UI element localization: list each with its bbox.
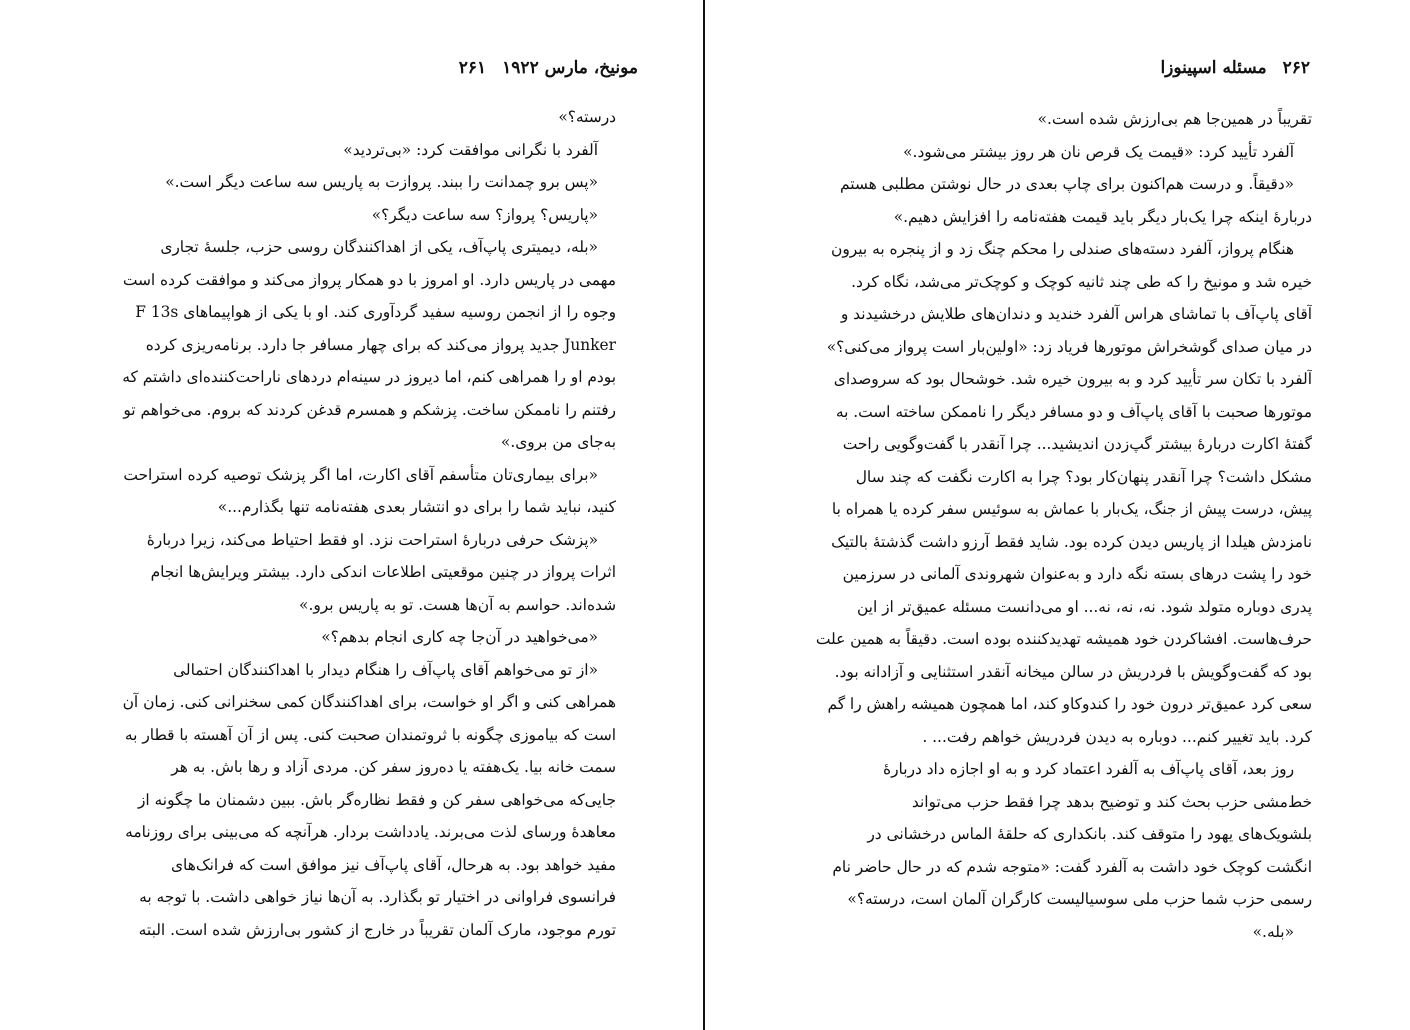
- page-header: [798, 58, 1310, 78]
- text-line: آلفرد تأیید کرد: «قیمت یک قرص نان هر روز بیشتر می‌شود.»: [903, 142, 1294, 161]
- running-title: مونیخ، مارس ۱۹۲۲: [502, 58, 638, 78]
- left-page: [0, 0, 704, 1030]
- text-line: روز بعد، آقای پاپ‌آف به آلفرد اعتماد کرد و به او اجازه داد دربارهٔ: [883, 760, 1294, 778]
- spine-divider: [703, 0, 705, 1030]
- text-line: «بله.»: [1252, 922, 1294, 941]
- text-line: گفتهٔ اکارت دربارهٔ بیشتر گپ‌زدن اندیشید... چرا آنقدر با گفت‌وگویی راحت: [842, 435, 1312, 453]
- text-line: خیره شد و مونیخ را که طی چند ثانیه کوچک و کوچک‌تر می‌شد، نگاه کرد.: [851, 272, 1312, 291]
- text-line: تورم موجود، مارک آلمان تقریباً در خارج از کشور بی‌ارزش شده است. البته: [138, 920, 616, 939]
- text-line: «پزشک حرفی دربارهٔ استراحت نزد. او فقط احتیاط می‌کند، زیرا دربارهٔ: [146, 530, 598, 549]
- text-line: سعی کرد عمیق‌تر درون خود را کندوکاو کند، اما همچون همیشه راهش را گم: [827, 695, 1312, 713]
- text-line: انگشت کوچک خود داشت به آلفرد گفت: «متوجه شدم که در حال حاضر نام: [832, 857, 1312, 876]
- page-body: [802, 103, 1312, 948]
- text-line: موتورها صحبت با آقای پاپ‌آف و دو مسافر دیگر را ناممکن ساخته است. به: [835, 402, 1312, 421]
- page-number: ۲۶۱: [458, 58, 487, 78]
- text-line: بود که گفت‌وگویش با فردریش در سالن میخانه آنقدر استثنایی و آزادانه بود.: [834, 662, 1312, 681]
- text-line: «می‌خواهید در آن‌جا چه کاری انجام بدهم؟»: [321, 628, 598, 646]
- text-line: مفید خواهد بود. به هرحال، آقای پاپ‌آف نیز موافق است که فرانک‌های: [170, 855, 616, 874]
- text-line: در میان صدای گوشخراش موتورها فریاد زد: «اولین‌بار است پرواز می‌کنی؟»: [826, 337, 1312, 356]
- text-line: کنید، نباید شما را برای دو انتشار بعدی هفته‌نامه تنها بگذارم...»: [217, 498, 616, 516]
- text-line: هنگام پرواز، آلفرد دسته‌های صندلی را محکم چنگ زد و از پنجره به بیرون: [831, 240, 1294, 258]
- text-line: شده‌اند. حواسم به آن‌ها هست. تو به پاریس برو.»: [299, 595, 616, 614]
- text-line: خود را پشت درهای بسته نگه دارد و به‌عنوان شهروندی آلمانی در سرزمین: [842, 565, 1312, 583]
- text-line: آقای پاپ‌آف با تماشای هراس آلفرد خندید و دندان‌های طلایش درخشیدند و: [840, 305, 1312, 323]
- right-page: [706, 0, 1410, 1030]
- text-line: کرد. باید تغییر کنم... دوباره به دیدن فردریش خواهم رفت... .: [922, 727, 1312, 746]
- text-line: رفتنم را ناممکن ساخت. پزشکم و همسرم قدغن کردند که بروم. می‌خواهم تو: [123, 400, 616, 419]
- text-line: خط‌مشی حزب بحث کند و توضیح بدهد چرا فقط حزب می‌تواند: [911, 792, 1312, 811]
- text-line: آلفرد با نگرانی موافقت کرد: «بی‌تردید»: [343, 140, 598, 159]
- text-line: «پاریس؟ پرواز؟ سه ساعت دیگر؟»: [371, 205, 598, 224]
- text-line: پدری دوباره متولد شود. نه، نه، نه... او می‌دانست مسئله عمیق‌تر از این: [856, 597, 1312, 616]
- running-title: مسئله اسپینوزا: [1160, 58, 1267, 78]
- text-line: «بله، دیمیتری پاپ‌آف، یکی از اهداکنندگان روسی حزب، جلسهٔ تجاری: [160, 238, 598, 256]
- text-line: «از تو می‌خواهم آقای پاپ‌آف را هنگام دیدار با اهداکنندگان احتمالی: [173, 660, 598, 679]
- text-line: دربارهٔ اینکه چرا یک‌بار دیگر باید قیمت هفته‌نامه را افزایش دهیم.»: [893, 207, 1312, 226]
- text-line: آلفرد با تکان سر تأیید کرد و به بیرون خیره شد. خوشحال بود که سروصدای: [833, 370, 1312, 388]
- text-line: وجوه را از انجمن روسیه سفید گردآوری کند. او با یکی از هواپیماهای F 13s: [135, 303, 616, 321]
- text-line: بودم او را همراهی کنم، اما دیروز در سینه‌ام دردهای ناراحت‌کننده‌ای داشتم که: [122, 368, 616, 386]
- text-line: مشکل داشت؟ چرا آنقدر پنهان‌کار بود؟ چرا به اکارت نگفت که چند سال: [855, 467, 1312, 486]
- text-line: است که بیاموزی چگونه با ثروتمندان صحبت کنی. پس از آن آهسته با قطار به: [124, 725, 616, 744]
- page-body: [98, 101, 616, 946]
- text-line: اثرات پرواز در چنین موقعیتی اطلاعات اندکی دارد. بیشتر ویرایش‌ها انجام: [150, 563, 616, 581]
- text-line: تقریباً در همین‌جا هم بی‌ارزش شده است.»: [1037, 110, 1312, 128]
- page-header: [68, 58, 638, 78]
- text-line: درسته؟»: [558, 108, 616, 126]
- text-line: جایی‌که می‌خواهی سفر کن و فقط نظاره‌گر باش. ببین دشمنان ما چگونه از: [137, 790, 616, 809]
- text-line: معاهدهٔ ورسای لذت می‌برند. یادداشت بردار. هرآنچه که می‌بینی برای روزنامه: [125, 823, 616, 841]
- text-line: پیش، درست پیش از جنگ، یک‌بار با عماش به سوئیس سفر کرده یا همراه با: [831, 500, 1312, 518]
- text-line: Junker جدید پرواز می‌کند که برای چهار مسافر جا دارد. برنامه‌ریزی کرده: [145, 335, 616, 354]
- text-line: نامزدش هیلدا از پاریس دیدن کرده بود. شاید فقط آرزو داشت گذشتهٔ بالتیک: [831, 532, 1312, 551]
- text-line: سمت خانه بیا. یک‌هفته یا ده‌روز سفر کن. مردی آزاد و رها باش. به هر: [171, 758, 616, 776]
- page-number: ۲۶۲: [1282, 58, 1310, 78]
- text-line: «برای بیماری‌تان متأسفم آقای اکارت، اما اگر پزشک توصیه کرده استراحت: [123, 465, 598, 484]
- text-line: رسمی حزب شما حزب ملی سوسیالیست کارگران آلمان است، درسته؟»: [847, 890, 1312, 908]
- text-line: حرف‌هاست. افشاکردن خود همیشه تهدیدکننده بوده است. دقیقاً به همین علت: [815, 630, 1312, 648]
- text-line: «پس برو چمدانت را ببند. پروازت به پاریس سه ساعت دیگر است.»: [165, 173, 598, 191]
- text-line: فرانسوی فراوانی در اختیار تو بگذارد. به آن‌ها نیاز خواهی داشت. با توجه به: [139, 888, 616, 906]
- text-line: همراهی کنی و اگر او خواست، برای اهداکنندگان کمی سخنرانی کنی. زمان آن: [122, 693, 616, 711]
- text-line: به‌جای من بروی.»: [500, 433, 616, 451]
- text-line: مهمی در پاریس دارد. او امروز با دو همکار پرواز می‌کند و موافقت کرده است: [122, 270, 616, 289]
- text-line: بلشویک‌های یهود را متوقف کند. بانکداری که حلقهٔ الماس درخشانی در: [867, 825, 1312, 843]
- text-line: «دقیقاً. و درست هم‌اکنون برای چاپ بعدی در حال نوشتن مطلبی هستم: [840, 175, 1294, 193]
